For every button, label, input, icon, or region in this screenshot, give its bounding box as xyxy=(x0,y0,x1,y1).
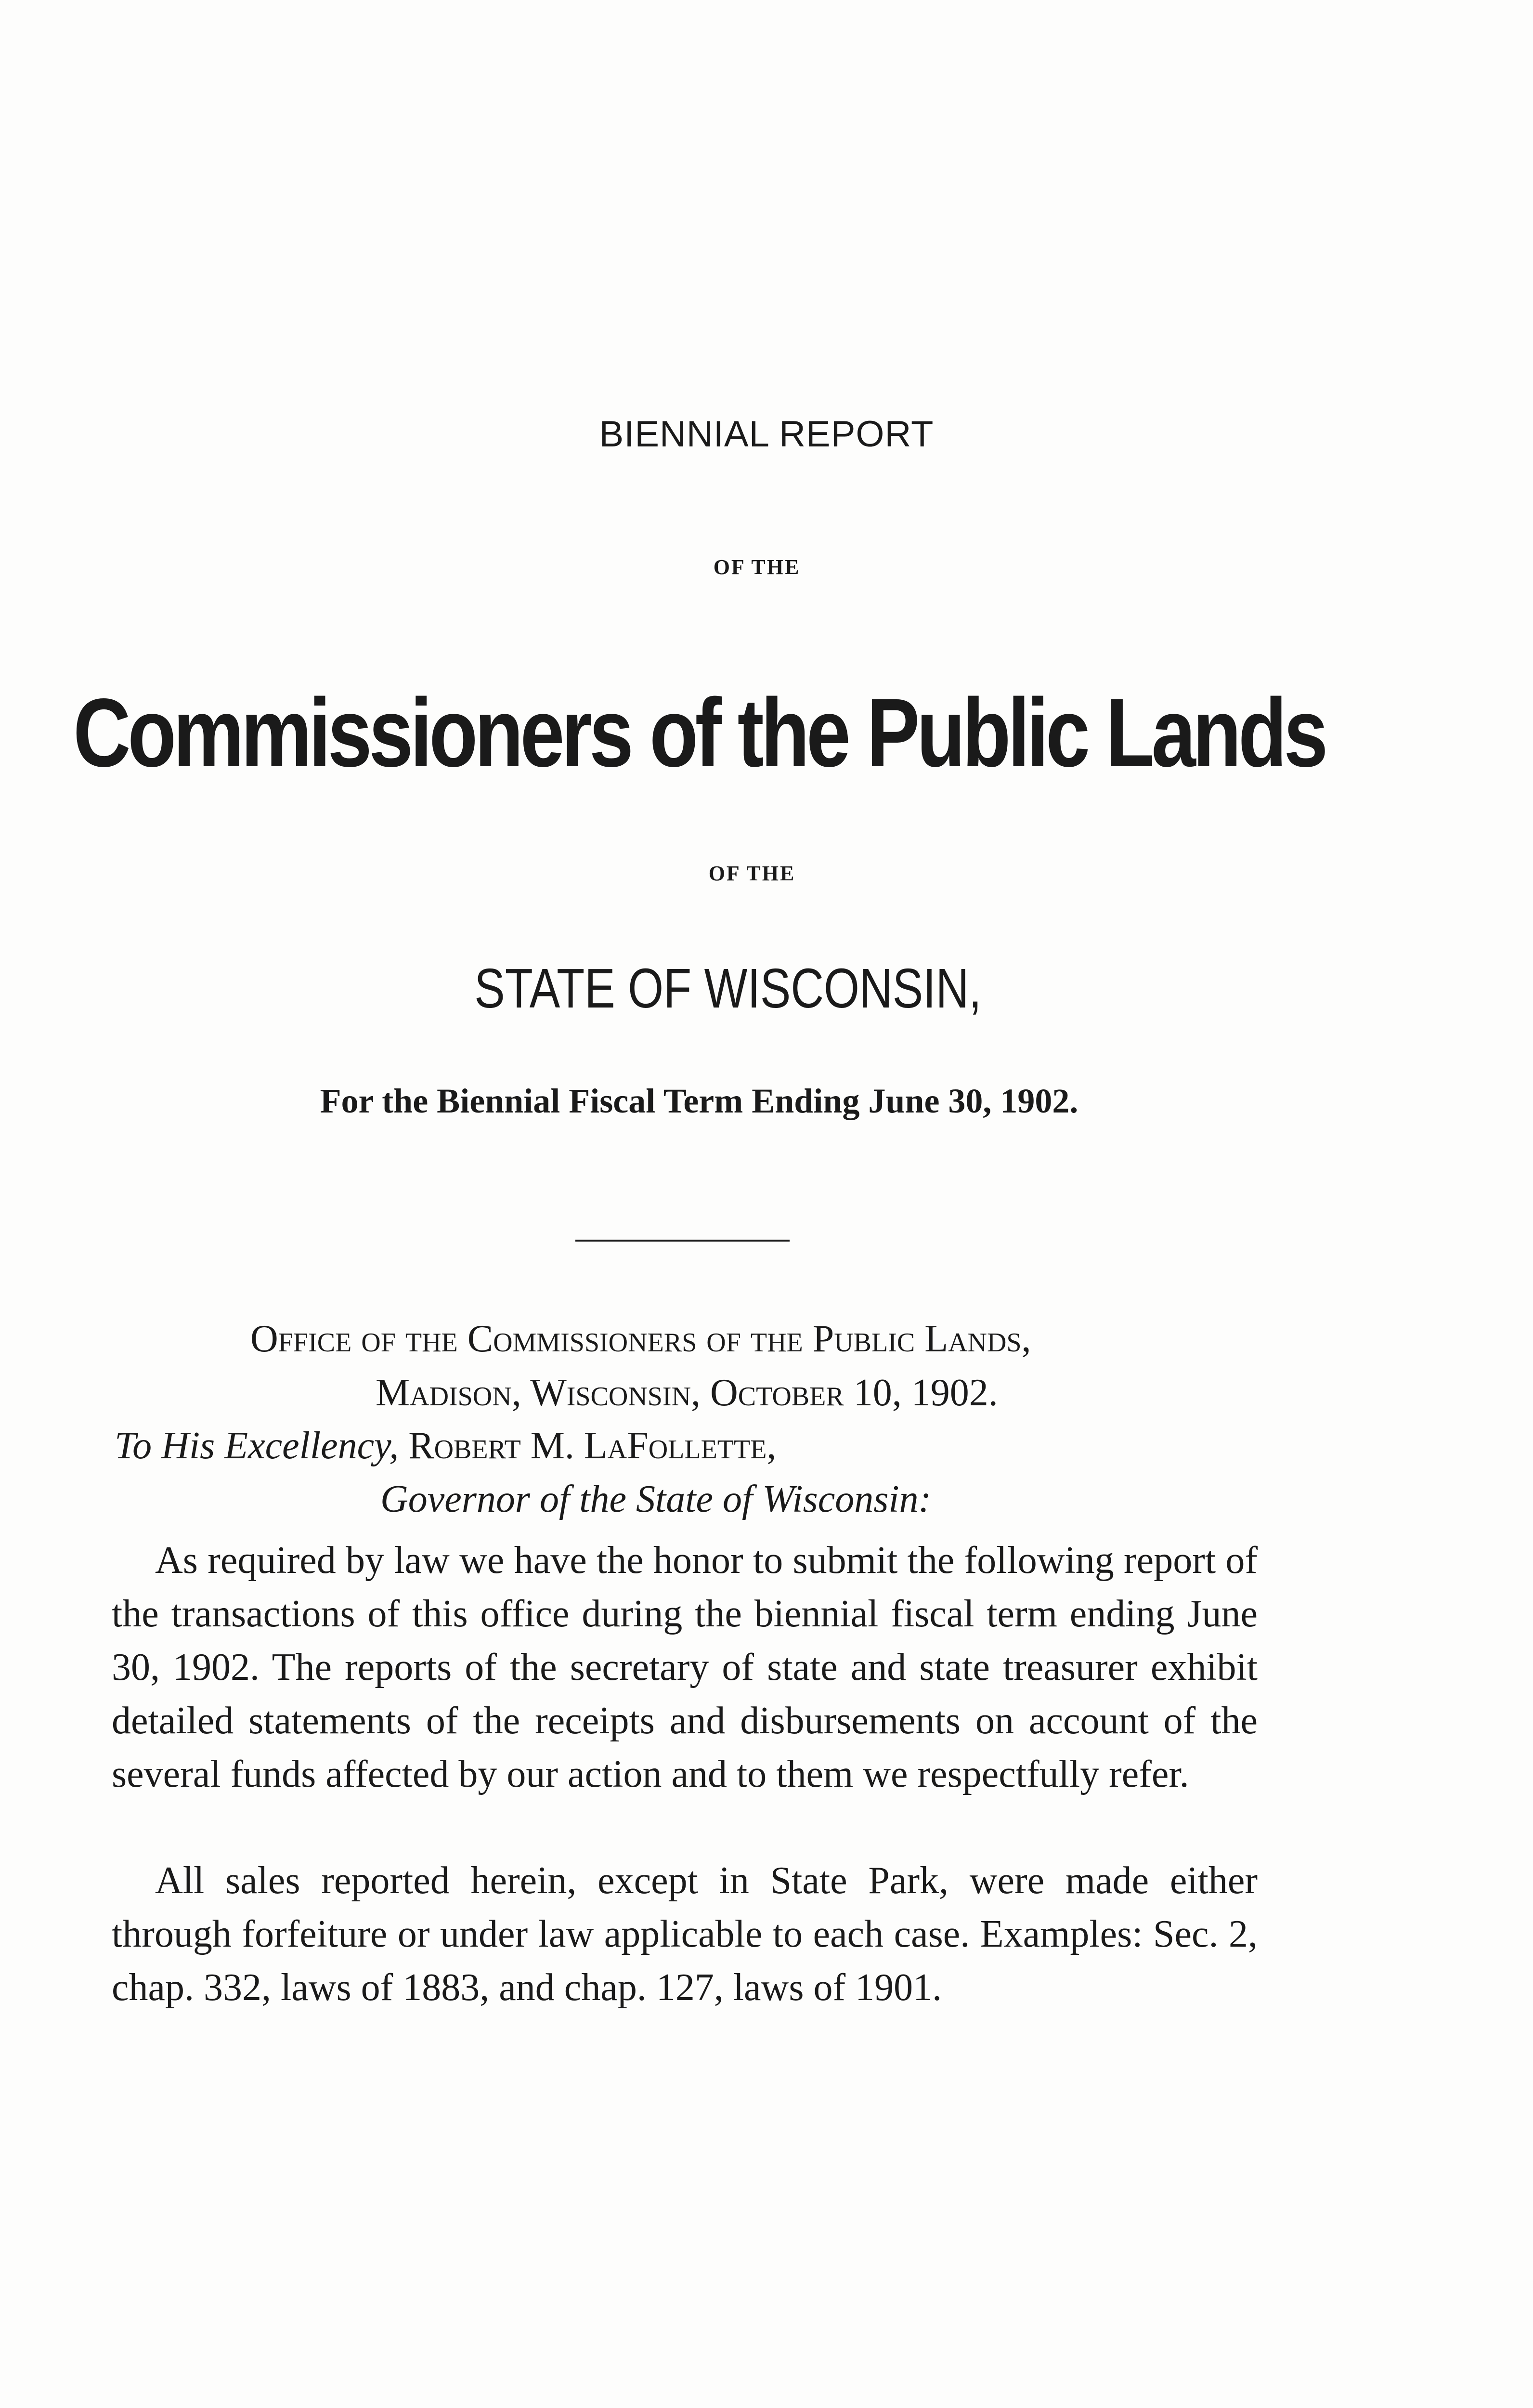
commissioners-title: Commissioners of the Public Lands xyxy=(73,678,1325,787)
of-the-line-1: OF THE xyxy=(713,555,801,579)
body-paragraph-2: All sales reported herein, except in State Park, were made either through forfeiture or under law applicable to each case. Examples: Sec. 2, chap. 332, laws of 1883, and chap. 127, laws of 1901. xyxy=(112,1859,1258,2009)
section-divider xyxy=(575,1240,790,1242)
addressee-name: Robert M. LaFollette, xyxy=(408,1425,777,1467)
report-title: BIENNIAL REPORT xyxy=(599,414,934,455)
of-the-line-2: OF THE xyxy=(708,862,796,885)
body-paragraph-1: As required by law we have the honor to submit the following report of the transactions of this office during the biennial fiscal term ending June 30, 1902. The reports of the secretary of state and state treasurer exhibit detailed statements of the receipts and disbursements on account of the several funds affected by our action and to them we respectfully refer. xyxy=(112,1539,1258,1795)
salutation-prefix: To His Excellency, xyxy=(115,1425,399,1467)
fiscal-term-subtitle: For the Biennial Fiscal Term Ending June 30, 1902. xyxy=(320,1082,1078,1120)
letter-place-date: Madison, Wisconsin, October 10, 1902. xyxy=(376,1372,998,1414)
state-title: STATE OF WISCONSIN, xyxy=(474,957,982,1020)
governor-title: Governor of the State of Wisconsin: xyxy=(380,1478,932,1520)
letter-salutation xyxy=(115,1426,776,1465)
letter-office-header: Office of the Commissioners of the Public Lands, xyxy=(250,1318,1031,1360)
